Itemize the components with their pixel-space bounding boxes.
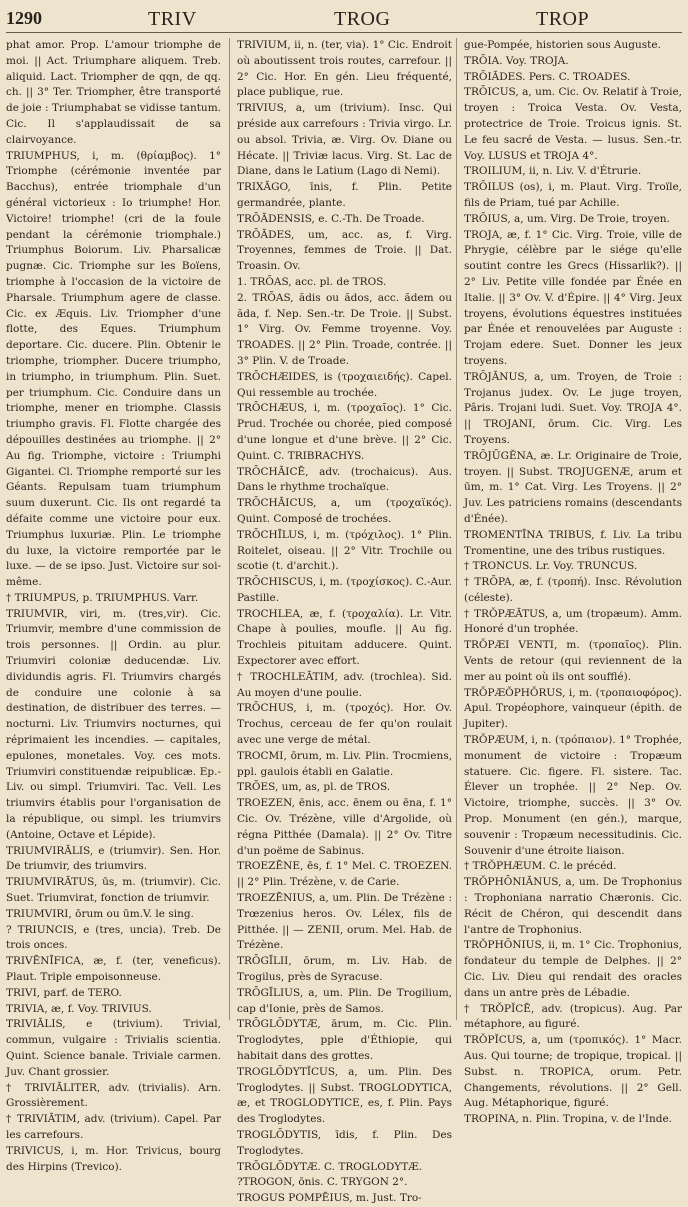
dictionary-entry: TRŎPHŌNIUS, ii, m. 1° Cic. Trophonius, fondateur du temple de Delphes. || 2° Cic. Liv. Dieu qui rendait des oracles dans un antre près de Lébadie. — [464, 939, 682, 999]
dictionary-entry: phat amor. Prop. L'amour triomphe de moi. || Act. Triumphare aliquem. Treb. aliquid. Lact. Triompher de qqn, de qq. ch. || 3° Ter. Triompher, être transporté de joie : Triumphabat se vidisse tantum. Cic. Il s'applaudissait de sa clairvoyance. — [6, 39, 221, 146]
dictionary-entry: TRŎPÆŎPHŎRUS, i, m. (τροπαιοφόρος). Apul. Tropéophore, vainqueur (épith. de Jupiter). — [464, 686, 682, 731]
dictionary-entry: TRIXĀGO, īnis, f. Plin. Petite germandrée, plante. — [237, 181, 452, 209]
dictionary-entry: TROJA, æ, f. 1° Cic. Virg. Troie, ville de Phrygie, célèbre par le siége qu'elle soutint contre les Grecs (Hissarlik?). || 2° Liv. Petite ville fondée par Énée en Italie. || 3° Ov. V. d'Épire. || 4° Virg. Jeux troyens, évolutions équestres instituées par Énée et renouvelées par Auguste : Trojam edere. Suet. Donner les jeux troyens. — [464, 228, 682, 367]
dictionary-entry: TRŌCHUS, i, m. (τροχός). Hor. Ov. Trochus, cerceau de fer qu'on roulait avec une verge de métal. — [237, 702, 452, 747]
dictionary-entry: TRIUMVIRĀLIS, e (triumvir). Sen. Hor. De triumvir, des triumvirs. — [6, 844, 221, 873]
page-number: 1290 — [6, 8, 42, 28]
dictionary-entry: TRŎPHŌNIĀNUS, a, um. De Trophonius : Trophoniana narratio Chæronis. Cic. Récit de Chéron, qui descendit dans l'antre de Trophonius. — [464, 876, 682, 936]
dictionary-entry: TRIVIA, æ, f. Voy. TRIVIUS. — [6, 1002, 152, 1015]
dictionary-entry: TRŌIUS, a, um. Virg. De Troie, troyen. — [464, 212, 670, 225]
column-center — [237, 38, 452, 1205]
dictionary-entry: TROGLŌDYTĬCUS, a, um. Plin. Des Troglodytes. || Subst. TROGLODYTICA, æ, et TROGLODYTICE, es, f. Plin. Pays des Troglodytes. — [237, 1065, 452, 1126]
dictionary-entry: † TRIVIĀLITER, adv. (trivialis). Arn. Grossièrement. — [6, 1081, 221, 1110]
dictionary-entry: TRŌILUS (os), i, m. Plaut. Virg. Troïle, fils de Priam, tué par Achille. — [464, 181, 682, 209]
dictionary-entry: TRIVICUS, i, m. Hor. Trivicus, bourg des Hirpins (Trevico). — [6, 1144, 221, 1173]
dictionary-entry: TRŌES, um, as, pl. de TROS. — [237, 781, 391, 794]
dictionary-entry: TRŌIA. Voy. TROJA. — [464, 54, 569, 67]
dictionary-entry: TRIUMVIRĀTUS, ūs, m. (triumvir). Cic. Suet. Triumvirat, fonction de triumvir. — [6, 876, 221, 905]
dictionary-entry: TRŌĀDENSIS, e. C.-Th. De Troade. — [237, 212, 425, 225]
dictionary-entry: † TRŎPÆĀTUS, a, um (tropæum). Amm. Honoré d'un trophée. — [464, 607, 682, 636]
dictionary-entry: TROEZEN, ēnis, acc. ēnem ou ēna, f. 1° Cic. Ov. Trézène, ville d'Argolide, où régna Pitthée (Damala). || 2° Ov. Titre d'un poëme de Sabinus. — [237, 797, 452, 857]
dictionary-entry: TROEZĒNIUS, a, um. Plin. De Trézène : Trœzenius heros. Ov. Lélex, fils de Pitthée. || — ZENII, orum. Mel. Hab. de Trézène. — [237, 892, 452, 952]
dictionary-entry: gue-Pompée, historien sous Auguste. — [464, 39, 661, 51]
dictionary-entry: TRŌCHĪLUS, i, m. (τρόχιλος). 1° Plin. Roitelet, oiseau. || 2° Vitr. Trochile ou scotie (t. d'archit.). — [237, 528, 452, 573]
dictionary-entry: TROCHLEA, æ, f. (τροχαλία). Lr. Vitr. Chape à poulies, moufle. || Au fig. Trochleis pituitam adducere. Quint. Expectorer avec effort. — [237, 607, 452, 668]
dictionary-entry: TRŎPÆUM, i, n. (τρόπαιον). 1° Trophée, monument de victoire : Tropæum statuere. Cic. figere. Fl. sistere. Tac. Élever un trophée. || 2° Nep. Ov. Victoire, triomphe, succès. || 3° Ov. Prop. Monument (en gén.), marque, souvenir : Tropæum necessitudinis. Cic. Souvenir d'une étroite liaison. — [464, 734, 682, 857]
guide-word-center: TROG — [334, 8, 391, 30]
dictionary-entry: † TRŎPĬCĒ, adv. (tropicus). Aug. Par métaphore, au figuré. — [464, 1002, 682, 1031]
dictionary-entry: † TRŎPHÆUM. C. le précéd. — [464, 860, 617, 873]
dictionary-entry: TRŌĀDES, um, acc. as, f. Virg. Troyennes, femmes de Troie. || Dat. Troasin. Ov. — [237, 228, 452, 273]
dictionary-entry: TRŌGLŌDYTÆ, ārum, m. Cic. Plin. Troglodytes, pple d'Éthiopie, qui habitait dans des grottes. — [237, 1018, 452, 1062]
dictionary-entry: TRŌIĀDES. Pers. C. TROADES. — [464, 70, 631, 83]
dictionary-entry: TRIUMVIR, viri, m. (tres,vir). Cic. Triumvir, membre d'une commission de trois personnes. || Ordin. au plur. Triumviri coloniæ deducendæ. Liv. dividundis agris. Fl. Triumvirs chargés de conduire une colonie à sa destination, de distribuer des terres. — nocturni. Liv. Triumvirs nocturnes, qui réprimaient les incendies. — capitales, epulones, monetales. Voy. ces mots. Triumviri constituendæ reipublicæ. Ep.-Liv. ou simpl. Triumviri. Tac. Vell. Les triumvirs établis pour l'organisation de la république, ou simpl. les triumvirs (Antoine, Octave et Lépide). — [6, 607, 221, 841]
dictionary-entry: ?TROGON, ōnis. C. TRYGON 2°. — [237, 1176, 408, 1189]
dictionary-entry: TROEZĒNE, ēs, f. 1° Mel. C. TROEZEN. || 2° Plin. Trézène, v. de Carie. — [237, 860, 452, 889]
header-rule — [6, 32, 682, 33]
guide-word-right: TROP — [536, 8, 590, 30]
dictionary-entry: TRIVIĀLIS, e (trivium). Trivial, commun, vulgaire : Trivialis scientia. Quint. Science banale. Triviale carmen. Juv. Chant grossier. — [6, 1018, 221, 1078]
dictionary-entry: † TRIUMPUS, p. TRIUMPHUS. Varr. — [6, 591, 199, 604]
dictionary-entry: TRIVĒNĪFICA, æ, f. (ter, veneficus). Plaut. Triple empoisonneuse. — [6, 955, 221, 984]
dictionary-entry: † TROCHLEĀTIM, adv. (trochlea). Sid. Au moyen d'une poulie. — [237, 670, 452, 699]
dictionary-entry: TRIVI, parf. de TERO. — [6, 986, 122, 999]
dictionary-entry: † TRONCUS. Lr. Voy. TRUNCUS. — [464, 560, 638, 573]
dictionary-entry: TRŌCHĀICUS, a, um (τροχαϊκός). Quint. Composé de trochées. — [237, 497, 452, 525]
dictionary-entry: † TRIVIĀTIM, adv. (trivium). Capel. Par les carrefours. — [6, 1113, 221, 1141]
dictionary-entry: TRŌCHÆIDES, is (τροχαιειδής). Capel. Qui ressemble au trochée. — [237, 370, 452, 399]
dictionary-entry: TRŎPÆI VENTI, m. (τροπαῖος). Plin. Vents de retour (qui reviennent de la mer au point où ils ont soufflé). — [464, 639, 682, 683]
dictionary-entry: TROGLŌDYTIS, īdis, f. Plin. Des Troglodytes. — [237, 1128, 452, 1157]
dictionary-entry: TRŌGLŌDYTÆ. C. TROGLODYTÆ. — [237, 1160, 423, 1173]
dictionary-entry: TRŌCHÆUS, i, m. (τροχαῖος). 1° Cic. Prud. Trochée ou chorée, pied composé d'une longue et d'une brève. || 2° Cic. Quint. C. TRIBRACHYS. — [237, 402, 452, 462]
dictionary-entry: TROCMI, ōrum, m. Liv. Plin. Trocmiens, ppl. gaulois établi en Galatie. — [237, 749, 452, 778]
column-right — [464, 38, 682, 1126]
dictionary-entry: TRŌJĀNUS, a, um. Troyen, de Troie : Trojanus judex. Ov. Le juge troyen, Pâris. Trojani ludi. Suet. Voy. TROJA 4°. || TROJANI, ōrum. Cic. Virg. Les Troyens. — [464, 370, 682, 446]
column-divider — [456, 38, 457, 1020]
dictionary-entry: TROMENTĪNA TRIBUS, f. Liv. La tribu Tromentine, une des tribus rustiques. — [464, 528, 682, 557]
dictionary-entry: ? TRIUNCIS, e (tres, uncia). Treb. De trois onces. — [6, 923, 221, 952]
column-left — [6, 38, 221, 1173]
dictionary-entry: † TRŌPA, æ, f. (τροπή). Insc. Révolution (céleste). — [464, 576, 682, 604]
dictionary-entry: TRŌGĪLII, ōrum, m. Liv. Hab. de Trogilus, près de Syracuse. — [237, 955, 452, 984]
dictionary-entry: TRŌCHISCUS, i, m. (τροχίσκος). C.-Aur. Pastille. — [237, 576, 452, 604]
dictionary-entry: TRŎPĬCUS, a, um (τροπικός). 1° Macr. Aus. Qui tourne; de tropique, tropical. || Subst. n. TROPICA, orum. Petr. Changements, révolutions. || 2° Gell. Aug. Métaphorique, figuré. — [464, 1034, 682, 1110]
dictionary-entry: TRIVIUS, a, um (trivium). Insc. Qui préside aux carrefours : Trivia virgo. Lr. ou absol. Trivia, æ. Virg. Ov. Diane ou Hécate. || Triviæ lacus. Virg. St. Lac de Diane, dans le Latium (Lago di Nemi). — [237, 102, 452, 178]
dictionary-entry: TROGUS POMPĒIUS, m. Just. Tro- — [237, 1192, 422, 1205]
dictionary-entry: TROILIUM, ii, n. Liv. V. d'Étrurie. — [464, 165, 642, 178]
dictionary-entry: TRIVIUM, ii, n. (ter, via). 1° Cic. Endroit où aboutissent trois routes, carrefour. || 2° Cic. Hor. En gén. Lieu fréquenté, place publique, rue. — [237, 39, 452, 99]
dictionary-entry: 1. TRŌAS, acc. pl. de TROS. — [237, 275, 387, 288]
dictionary-entry: 2. TRŌAS, ădis ou ădos, acc. ădem ou ăda, f. Nep. Sen.-tr. De Troie. || Subst. 1° Virg. Ov. Femme troyenne. Voy. TROADES. || 2° Plin. Troade, contrée. || 3° Plin. V. de Troade. — [237, 291, 452, 367]
dictionary-entry: TRŌJŪGĔNA, æ. Lr. Originaire de Troie, troyen. || Subst. TROJUGENÆ, arum et ūm, m. 1° Cat. Virg. Les Troyens. || 2° Juv. Les patriciens romains (descendants d'Énée). — [464, 449, 682, 525]
column-divider — [229, 38, 230, 1020]
dictionary-entry: TRŌCHĀICĒ, adv. (trochaicus). Aus. Dans le rhythme trochaïque. — [237, 465, 452, 494]
dictionary-entry: TRIUMVIRI, ōrum ou ūm.V. le sing. — [6, 907, 194, 920]
dictionary-entry: TRIUMPHUS, i, m. (θρίαμβος). 1° Triomphe (cérémonie inventée par Bacchus), entrée triomphale d'un général victorieux : Io triumphe! Hor. Victoire! triomphe! (cri de la foule pendant la cérémonie triomphale.) Triumphus Boiorum. Liv. Pharsalicæ pugnæ. Cic. Triomphe sur les Boïens, triomphe à l'occasion de la victoire de Pharsale. Triumphum agere de classe. Cic. ex Æquis. Liv. Triompher d'une flotte, des Eques. Triumphum deportare. Cic. ducere. Plin. Obtenir le triomphe, triompher. Ducere triumpho, in triumpho, in triumphum. Plin. Suet. per triumphum. Cic. Conduire dans un triomphe, mener en triomphe. Classis triumpho gravis. Fl. Flotte chargée des dépouilles destinées au triomphe. || 2° Au fig. Triomphe, victoire : Triumphi Gigantei. Cl. Triomphe remporté sur les Géants. Repulsam tuam triumphum suum duxerunt. Cic. Ils ont regardé ta défaite comme une victoire pour eux. Triumphus luxuriæ. Plin. Le triomphe du luxe, la victoire remportée par le luxe. — de se ipso. Just. Victoire sur soi-même. — [6, 149, 221, 589]
guide-word-left: TRIV — [148, 8, 197, 30]
dictionary-entry: TRŌGĪLIUS, a, um. Plin. De Trogilium, cap d'Ionie, près de Samos. — [237, 986, 452, 1015]
dictionary-entry: TROPINA, n. Plin. Tropina, v. de l'Inde. — [464, 1113, 673, 1126]
dictionary-entry: TRŌICUS, a, um. Cic. Ov. Relatif à Troie, troyen : Troica Vesta. Ov. Vesta, protectrice de Troie. Troicus ignis. St. Le feu sacré de Vesta. — lusus. Sen.-tr. Voy. LUSUS et TROJA 4°. — [464, 86, 682, 162]
